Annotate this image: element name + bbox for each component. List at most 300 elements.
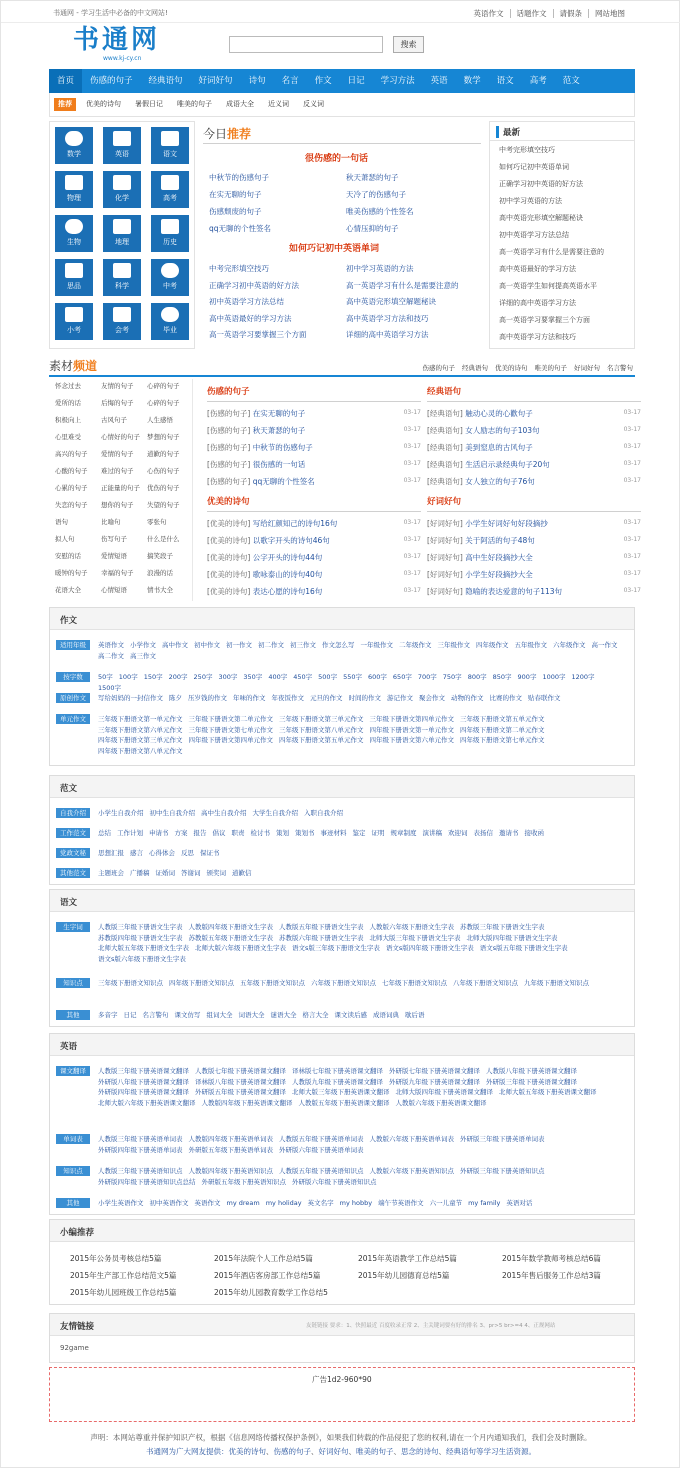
section-link[interactable]: 800字	[467, 673, 487, 681]
material-row[interactable]	[427, 518, 641, 529]
subject-tile[interactable]	[55, 215, 93, 252]
material-row-title[interactable]: 以歌字开头的诗句46句	[250, 536, 330, 545]
recommend-item[interactable]: 暑假日记	[135, 100, 163, 108]
section-link[interactable]: 600字	[368, 673, 387, 681]
nav-item[interactable]: 范文	[562, 76, 580, 86]
subject-tile[interactable]	[103, 127, 141, 164]
material-tab[interactable]: 名言警句	[607, 364, 633, 372]
latest-item[interactable]: 高一英语学习有什么是需要注意的	[499, 248, 604, 256]
section-link[interactable]: 550字	[343, 673, 362, 681]
section-link[interactable]: 三年级下册语文第三单元作文	[279, 715, 364, 723]
section-link[interactable]: 压岁钱的作文	[188, 694, 227, 702]
search-button[interactable]: 搜索	[393, 36, 424, 53]
section-link[interactable]: 四年级下册语文第一单元作文	[369, 725, 454, 734]
keyword-link[interactable]: 古风句子	[101, 416, 127, 424]
section-link[interactable]: 保证书	[200, 849, 220, 857]
material-row[interactable]	[427, 552, 641, 563]
section-link[interactable]: 贴春联作文	[528, 694, 561, 702]
nav-item[interactable]: 作文	[314, 76, 332, 86]
section-link[interactable]: 人教版六年级下册英语课文翻译	[395, 1098, 487, 1107]
section-link[interactable]: 人教版三年级下册英语单词表	[98, 1135, 183, 1143]
section-link[interactable]: 人教版九年级下册英语课文翻译	[292, 1077, 383, 1086]
today-link[interactable]: 在实无聊的句子	[209, 190, 262, 199]
material-row-title[interactable]: 隐喻的表达爱意的句子113句	[462, 587, 563, 596]
material-row[interactable]	[207, 425, 421, 436]
section-link[interactable]: 外研版四年级下册英语知识点总结	[98, 1177, 196, 1186]
section-link[interactable]: 外研版四年级下册英语课文翻译	[98, 1088, 189, 1096]
section-link[interactable]: 高二作文	[98, 651, 124, 660]
section-link[interactable]: 外研版六年级下册英语单词表	[279, 1145, 364, 1154]
section-link[interactable]: 400字	[268, 673, 288, 681]
recommend-item[interactable]: 成语大全	[226, 100, 254, 108]
section-link[interactable]: 策划	[276, 829, 289, 837]
keyword-link[interactable]: 道歉的句子	[147, 450, 180, 458]
section-link[interactable]: my dream	[226, 1199, 260, 1207]
section-link[interactable]: 英语作文	[194, 1199, 221, 1207]
nav-item[interactable]: 名言	[281, 76, 299, 86]
xiaobian-item[interactable]: 2015年法院个人工作总结5篇	[214, 1254, 313, 1263]
keyword-link[interactable]: 花语大全	[55, 586, 81, 594]
keyword-link[interactable]: 后悔的句子	[101, 399, 134, 407]
material-row[interactable]	[207, 569, 421, 580]
nav-item[interactable]: 语文	[496, 76, 514, 86]
keyword-link[interactable]: 积极向上	[55, 416, 81, 424]
section-link[interactable]: 成语词典	[373, 1011, 399, 1019]
section-link[interactable]: 初中英语作文	[149, 1199, 189, 1207]
section-link[interactable]: 人教版四年级下册语文生字表	[188, 923, 273, 931]
material-row-title[interactable]: 歌咏泰山的诗句40句	[250, 570, 323, 579]
keyword-link[interactable]: 爱情短语	[101, 552, 127, 560]
xiaobian-item[interactable]: 2015年英语教学工作总结5篇	[358, 1254, 457, 1263]
material-tab[interactable]: 优美的诗句	[495, 364, 528, 372]
latest-item[interactable]: 详细的高中英语学习方法	[499, 299, 576, 307]
nav-item[interactable]: 日记	[347, 76, 365, 86]
section-link[interactable]: 课文读后感	[334, 1011, 367, 1019]
section-link[interactable]: 邀请书	[499, 829, 519, 837]
section-link[interactable]: 证婚词	[155, 869, 175, 877]
section-link[interactable]: 报告	[193, 829, 207, 837]
section-link[interactable]: 850字	[492, 673, 512, 681]
latest-item[interactable]: 初中学习英语的方法	[499, 197, 562, 205]
section-link[interactable]: 大学生自我介绍	[252, 809, 298, 817]
section-link[interactable]: 写给妈妈的一封信作文	[98, 694, 163, 702]
top-link[interactable]: 话题作文	[510, 9, 553, 18]
footer-link[interactable]: 经典语句	[446, 1447, 476, 1456]
material-row-title[interactable]: 小学生好段摘抄大全	[462, 570, 533, 579]
section-link[interactable]: 700字	[417, 673, 437, 681]
subject-tile[interactable]	[55, 303, 93, 340]
material-row[interactable]	[207, 476, 421, 487]
latest-item[interactable]: 正确学习初中英语的好方法	[499, 180, 583, 188]
section-link[interactable]: 语文s版六年级下册语文生字表	[98, 954, 186, 963]
search-input[interactable]	[229, 36, 383, 53]
section-link[interactable]: 接收函	[524, 829, 544, 837]
footer-link[interactable]: 思念的诗句	[401, 1447, 439, 1456]
section-link[interactable]: 人教版七年级下册英语课文翻译	[195, 1067, 286, 1075]
section-link[interactable]: 北师大版三年级下册语文生字表	[369, 933, 461, 942]
material-row-title[interactable]: 生活启示录经典句子20句	[462, 460, 550, 469]
material-tab[interactable]: 好词好句	[574, 364, 600, 372]
section-link[interactable]: 名言警句	[142, 1011, 169, 1019]
section-link[interactable]: 日记	[123, 1011, 137, 1019]
latest-item[interactable]: 高一英语学习要掌握三个方面	[499, 316, 590, 324]
keyword-link[interactable]: 暖钟的句子	[55, 569, 88, 577]
nav-item[interactable]: 经典语句	[148, 76, 183, 86]
subject-tile[interactable]	[55, 171, 93, 208]
today-link[interactable]: 正确学习初中英语的好方法	[209, 280, 299, 290]
footer-link[interactable]: 唯美的句子	[356, 1447, 394, 1456]
nav-item[interactable]: 英语	[430, 76, 448, 86]
xiaobian-item[interactable]: 2015年酒店客房部工作总结5篇	[214, 1271, 321, 1280]
section-link[interactable]: 初中作文	[194, 641, 220, 649]
material-row[interactable]	[427, 425, 641, 436]
section-link[interactable]: 苏教版六年级下册语文生字表	[279, 933, 364, 942]
section-link[interactable]: 感言	[130, 849, 143, 857]
section-link[interactable]: 检讨书	[250, 829, 270, 837]
section-link[interactable]: 时间的作文	[348, 694, 381, 702]
section-link[interactable]: 300字	[218, 673, 238, 681]
section-link[interactable]: 倡议	[212, 829, 226, 837]
section-link[interactable]: 三年级下册语文第四单元作文	[369, 715, 454, 723]
section-link[interactable]: 人教版八年级下册英语课文翻译	[486, 1067, 577, 1075]
section-link[interactable]: 三年级作文	[437, 641, 470, 649]
today-link[interactable]: 高一英语学习有什么是需要注意的	[346, 280, 459, 290]
material-row[interactable]	[207, 552, 421, 563]
subject-tile[interactable]	[151, 171, 189, 208]
section-link[interactable]: 方案	[174, 829, 188, 837]
section-link[interactable]: 四年级下册语文第三单元作文	[98, 736, 183, 744]
section-link[interactable]: 1500字	[98, 683, 122, 692]
section-link[interactable]: 格言大全	[302, 1011, 329, 1019]
nav-item[interactable]: 高考	[529, 76, 547, 86]
keyword-link[interactable]: 什么是什么	[147, 535, 180, 543]
keyword-link[interactable]: 心碎的句子	[147, 399, 180, 407]
section-link[interactable]: 八年级下册语文知识点	[453, 979, 518, 987]
section-link[interactable]: 150字	[143, 673, 163, 681]
section-link[interactable]: 英语对话	[506, 1199, 533, 1207]
section-link[interactable]: 六年级作文	[553, 641, 586, 649]
section-link[interactable]: 四年级下册语文第七单元作文	[460, 736, 545, 744]
section-link[interactable]: 人教版五年级下册英语课文翻译	[298, 1098, 390, 1107]
section-link[interactable]: 苏教版五年级下册语文生字表	[188, 933, 273, 942]
section-link[interactable]: 外研版五年级下册英语课文翻译	[195, 1088, 286, 1096]
section-link[interactable]: 三年级下册语文第八单元作文	[279, 725, 364, 734]
section-link[interactable]: 词语大全	[238, 1011, 265, 1019]
section-link[interactable]: 初中生自我介绍	[149, 809, 195, 817]
section-link[interactable]: 申请书	[149, 829, 169, 837]
section-link[interactable]: 聚会作文	[419, 694, 445, 702]
section-link[interactable]: 1200字	[571, 673, 595, 681]
nav-item[interactable]: 学习方法	[380, 76, 415, 86]
today-link[interactable]: 唯美伤感的个性签名	[346, 207, 414, 216]
subject-tile[interactable]	[151, 259, 189, 296]
subject-tile[interactable]	[103, 259, 141, 296]
section-link[interactable]: 人教版六年级下册英语单词表	[369, 1135, 454, 1143]
section-link[interactable]: 250字	[193, 673, 213, 681]
top-link[interactable]: 网站地图	[588, 9, 631, 18]
top-link[interactable]: 英语作文	[473, 9, 504, 18]
subject-tile[interactable]	[55, 259, 93, 296]
section-link[interactable]: 证明	[371, 829, 385, 837]
section-link[interactable]: 年味的作文	[233, 694, 266, 702]
latest-item[interactable]: 高中英语完形填空解题秘诀	[499, 214, 583, 222]
latest-item[interactable]: 中考完形填空技巧	[499, 146, 555, 154]
section-link[interactable]: 500字	[318, 673, 338, 681]
section-link[interactable]: 作文怎么写	[322, 641, 355, 649]
section-link[interactable]: 450字	[293, 673, 313, 681]
section-link[interactable]: 北师大版四年级下册英语课文翻译	[395, 1088, 493, 1096]
material-row-title[interactable]: 小学生好词好句好段摘抄	[462, 519, 548, 528]
section-link[interactable]: 750字	[442, 673, 462, 681]
keyword-link[interactable]: 比喻句	[101, 518, 121, 526]
section-link[interactable]: 人教版三年级下册英语课文翻译	[98, 1067, 189, 1075]
today-link[interactable]: 秋天萧瑟的句子	[346, 173, 399, 182]
section-link[interactable]: 50字	[98, 673, 113, 681]
section-link[interactable]: 五年级下册语文知识点	[240, 979, 305, 987]
section-link[interactable]: 人教版四年级下册英语单词表	[188, 1135, 273, 1143]
section-link[interactable]: 四年级作文	[476, 641, 509, 649]
nav-item[interactable]: 诗句	[248, 76, 266, 86]
ad-placeholder[interactable]	[49, 1367, 635, 1422]
keyword-link[interactable]: 语句	[55, 518, 68, 526]
material-tab[interactable]: 伤感的句子	[422, 364, 455, 372]
keyword-link[interactable]: 心情好的句子	[101, 433, 140, 441]
section-link[interactable]: 外研版九年级下册英语课文翻译	[389, 1077, 480, 1086]
footer-link[interactable]: 好词好句	[318, 1447, 349, 1456]
section-link[interactable]: 组词大全	[206, 1011, 233, 1019]
section-link[interactable]: 人教版五年级下册英语单词表	[279, 1135, 364, 1143]
section-link[interactable]: my hobby	[339, 1199, 373, 1207]
recommend-item[interactable]: 近义词	[268, 100, 289, 108]
keyword-link[interactable]: 搞笑段子	[147, 552, 173, 560]
material-row-title[interactable]: 触动心灵的心歡句子	[462, 409, 533, 418]
subject-tile[interactable]	[151, 215, 189, 252]
section-link[interactable]: 总结	[98, 829, 111, 837]
section-link[interactable]: 三年级下册语文第五单元作文	[460, 715, 545, 723]
xiaobian-item[interactable]: 2015年幼儿园教育数学工作总结5	[214, 1288, 328, 1297]
section-link[interactable]: 语文s版五年级下册语文生字表	[479, 944, 568, 952]
section-link[interactable]: 九年级下册语文知识点	[524, 979, 589, 987]
section-link[interactable]: 课文仿写	[174, 1011, 201, 1019]
section-link[interactable]: 小学生自我介绍	[98, 809, 144, 817]
material-tab[interactable]: 唯美的句子	[534, 364, 567, 372]
section-link[interactable]: 北师大版五年级下册英语课文翻译	[499, 1088, 597, 1096]
section-link[interactable]: 北师大版五年级下册语文生字表	[98, 944, 189, 952]
material-box-title[interactable]: 经典语句	[427, 387, 462, 397]
keyword-link[interactable]: 优伤的句子	[147, 484, 180, 492]
section-link[interactable]: 六一儿童节	[429, 1199, 463, 1207]
keyword-link[interactable]: 想你的句子	[101, 501, 134, 509]
section-link[interactable]: 北师大版六年级下册英语课文翻译	[98, 1098, 196, 1107]
material-row[interactable]	[427, 535, 641, 546]
section-link[interactable]: 初三作文	[290, 641, 316, 649]
section-link[interactable]: 苏教版三年级下册语文生字表	[460, 923, 545, 931]
section-link[interactable]: 350字	[243, 673, 263, 681]
section-link[interactable]: 思想汇报	[98, 849, 124, 857]
material-box-title[interactable]: 优美的诗句	[207, 497, 250, 507]
keyword-link[interactable]: 人生感悟	[147, 416, 173, 424]
friend-link[interactable]: 92game	[60, 1344, 89, 1352]
xiaobian-item[interactable]: 2015年售后服务工作总结3篇	[502, 1271, 601, 1280]
today-link[interactable]: 心情压抑的句子	[346, 224, 399, 233]
section-link[interactable]: 比赛的作文	[489, 694, 522, 702]
section-link[interactable]: 外研版五年级下册英语单词表	[188, 1145, 273, 1154]
section-link[interactable]: 四年级下册语文知识点	[169, 979, 234, 987]
latest-item[interactable]: 高中英语学习方法和技巧	[499, 333, 576, 341]
section-link[interactable]: 小学作文	[130, 641, 156, 649]
today-link[interactable]: 天冷了的伤感句子	[346, 190, 406, 199]
section-link[interactable]: 人教版三年级下册英语知识点	[98, 1167, 183, 1175]
section-link[interactable]: 语文s版三年级下册语文生字表	[292, 944, 380, 952]
keyword-link[interactable]: 幸福的句子	[101, 569, 134, 577]
material-row-title[interactable]: 表达心愿的诗句16句	[250, 587, 323, 596]
material-row[interactable]	[207, 408, 421, 419]
material-tab[interactable]: 经典语句	[462, 364, 488, 372]
subject-tile[interactable]	[103, 303, 141, 340]
footer-link[interactable]: 优美的诗句	[228, 1447, 266, 1456]
section-link[interactable]: 外研版六年级下册英语知识点	[292, 1177, 377, 1186]
keyword-link[interactable]: 失恋的句子	[55, 501, 88, 509]
material-row[interactable]	[207, 535, 421, 546]
section-link[interactable]: 心得体会	[149, 849, 175, 857]
section-link[interactable]: 900字	[517, 673, 537, 681]
subject-tile[interactable]	[151, 127, 189, 164]
material-row[interactable]	[207, 518, 421, 529]
section-link[interactable]: 二年级作文	[399, 641, 432, 649]
nav-item[interactable]: 首页	[49, 69, 82, 93]
section-link[interactable]: 外研版四年级下册英语单词表	[98, 1145, 183, 1154]
keyword-link[interactable]: 安慰的话	[55, 552, 81, 560]
material-row[interactable]	[207, 459, 421, 470]
material-row[interactable]	[207, 442, 421, 453]
xiaobian-item[interactable]: 2015年公务员考核总结5篇	[70, 1254, 162, 1263]
keyword-link[interactable]: 失望的句子	[147, 501, 180, 509]
nav-item[interactable]: 伤感的句子	[90, 76, 133, 86]
section-link[interactable]: 外研版五年级下册英语知识点	[201, 1177, 286, 1186]
section-link[interactable]: 译林版八年级下册英语课文翻译	[195, 1077, 286, 1086]
section-link[interactable]: 外研版七年级下册英语课文翻译	[389, 1067, 480, 1075]
section-link[interactable]: 年夜饭作文	[271, 694, 304, 702]
section-link[interactable]: 动物的作文	[451, 694, 484, 702]
material-row-title[interactable]: 秋天萧瑟的句子	[250, 426, 306, 435]
section-link[interactable]: 四年级下册语文第五单元作文	[279, 736, 364, 744]
section-link[interactable]: 北师大版六年级下册语文生字表	[195, 944, 286, 952]
section-link[interactable]: 外研版三年级下册英语知识点	[460, 1167, 545, 1175]
keyword-link[interactable]: 零张句	[147, 518, 167, 526]
subject-tile[interactable]	[103, 171, 141, 208]
keyword-link[interactable]: 心伤的句子	[147, 467, 180, 475]
material-row[interactable]	[427, 569, 641, 580]
keyword-link[interactable]: 浪漫的话	[147, 569, 173, 577]
keyword-link[interactable]: 正能量的句子	[101, 484, 140, 492]
nav-item[interactable]: 好词好句	[198, 76, 233, 86]
material-row[interactable]	[427, 586, 641, 597]
recommend-item[interactable]: 反义词	[303, 100, 324, 108]
section-link[interactable]: 反思	[181, 849, 194, 857]
section-link[interactable]: 谜语大全	[270, 1011, 297, 1019]
section-link[interactable]: 100字	[118, 673, 138, 681]
section-link[interactable]: my family	[468, 1199, 501, 1207]
section-link[interactable]: 三年级下册语文第六单元作文	[98, 725, 183, 734]
section-link[interactable]: 英语作文	[98, 641, 124, 649]
material-row-title[interactable]: 写给红颜知己的诗句16句	[250, 519, 338, 528]
material-row-title[interactable]: 很伤感的一句话	[250, 460, 306, 469]
section-link[interactable]: 六年级下册语文知识点	[311, 979, 376, 987]
section-link[interactable]: 陈夕	[169, 694, 182, 702]
recommend-item[interactable]: 唯美的句子	[177, 100, 212, 108]
keyword-link[interactable]: 梦想的句子	[147, 433, 180, 441]
section-link[interactable]: 答谢词	[181, 869, 201, 877]
section-link[interactable]: 初一作文	[226, 641, 252, 649]
section-link[interactable]: 演讲稿	[422, 829, 442, 837]
latest-item[interactable]: 如何巧记初中英语单词	[499, 163, 569, 171]
section-link[interactable]: 歇后语	[405, 1011, 425, 1019]
section-link[interactable]: 职责	[231, 829, 245, 837]
section-link[interactable]: 四年级下册语文第八单元作文	[98, 746, 183, 755]
material-row-title[interactable]: 在实无聊的句子	[250, 409, 306, 418]
keyword-link[interactable]: 心累的句子	[55, 484, 88, 492]
section-link[interactable]: 北师大版四年级下册语文生字表	[466, 933, 558, 942]
section-link[interactable]: 小学生英语作文	[98, 1199, 144, 1207]
section-link[interactable]: 英文名字	[307, 1199, 334, 1207]
keyword-link[interactable]: 高兴的句子	[55, 450, 88, 458]
keyword-link[interactable]: 友情的句子	[101, 382, 134, 390]
today-link[interactable]: qq无聊的个性签名	[209, 224, 272, 233]
section-link[interactable]: 外研版八年级下册英语课文翻译	[98, 1077, 189, 1086]
today-link[interactable]: 伤感颓废的句子	[209, 207, 262, 216]
material-row-title[interactable]: 高中生好段摘抄大全	[462, 553, 533, 562]
today-section-title[interactable]: 很伤感的一句话	[305, 154, 369, 164]
today-link[interactable]: 高中英语完形填空解题秘诀	[346, 297, 436, 306]
material-row[interactable]	[427, 408, 641, 419]
today-link[interactable]: 高中英语最好的学习方法	[209, 313, 292, 323]
xiaobian-item[interactable]: 2015年幼儿园班级工作总结5篇	[70, 1288, 177, 1297]
today-link[interactable]: 初中学习英语的方法	[346, 264, 414, 273]
keyword-link[interactable]: 心情短语	[101, 586, 127, 594]
section-link[interactable]: 多音字	[98, 1011, 118, 1019]
section-link[interactable]: 一年级作文	[360, 641, 393, 649]
section-link[interactable]: 高中作文	[162, 641, 188, 649]
section-link[interactable]: 主题班会	[98, 869, 124, 877]
keyword-link[interactable]: 心里难受	[55, 433, 81, 441]
today-link[interactable]: 中秋节的伤感句子	[209, 173, 269, 182]
section-link[interactable]: 四年级下册语文第六单元作文	[369, 736, 454, 744]
section-link[interactable]: 200字	[168, 673, 188, 681]
material-row[interactable]	[427, 459, 641, 470]
material-row-title[interactable]: qq无聊的个性签名	[250, 477, 315, 486]
section-link[interactable]: 人教版五年级下册英语知识点	[279, 1167, 364, 1175]
latest-item[interactable]: 初中英语学习方法总结	[499, 231, 569, 239]
xiaobian-item[interactable]: 2015年数学教师考核总结6篇	[502, 1254, 601, 1263]
section-link[interactable]: 颁奖词	[206, 869, 226, 877]
today-link[interactable]: 高一英语学习要掌握三个方面	[209, 330, 307, 339]
material-row-title[interactable]: 女人励志的句子103句	[462, 426, 540, 435]
xiaobian-item[interactable]: 2015年幼儿园德育总结5篇	[358, 1271, 450, 1280]
keyword-link[interactable]: 情书大全	[147, 586, 173, 594]
material-row-title[interactable]: 公字开头的诗句44句	[250, 553, 323, 562]
section-link[interactable]: 语文s版四年级下册语文生字表	[385, 944, 474, 952]
section-link[interactable]: 1000字	[542, 673, 566, 681]
section-link[interactable]: 元旦的作文	[310, 694, 343, 702]
today-link[interactable]: 高中英语学习方法和技巧	[346, 313, 429, 323]
material-row[interactable]	[427, 442, 641, 453]
today-link[interactable]: 详细的高中英语学习方法	[346, 330, 429, 339]
material-row-title[interactable]: 女人独立的句子76句	[462, 477, 535, 486]
material-row-title[interactable]: 中秋节的伤感句子	[250, 443, 313, 452]
section-link[interactable]: 五年级作文	[514, 641, 547, 649]
latest-item[interactable]: 高中英语最好的学习方法	[499, 265, 576, 273]
material-row-title[interactable]: 美到窒息的古风句子	[462, 443, 533, 452]
